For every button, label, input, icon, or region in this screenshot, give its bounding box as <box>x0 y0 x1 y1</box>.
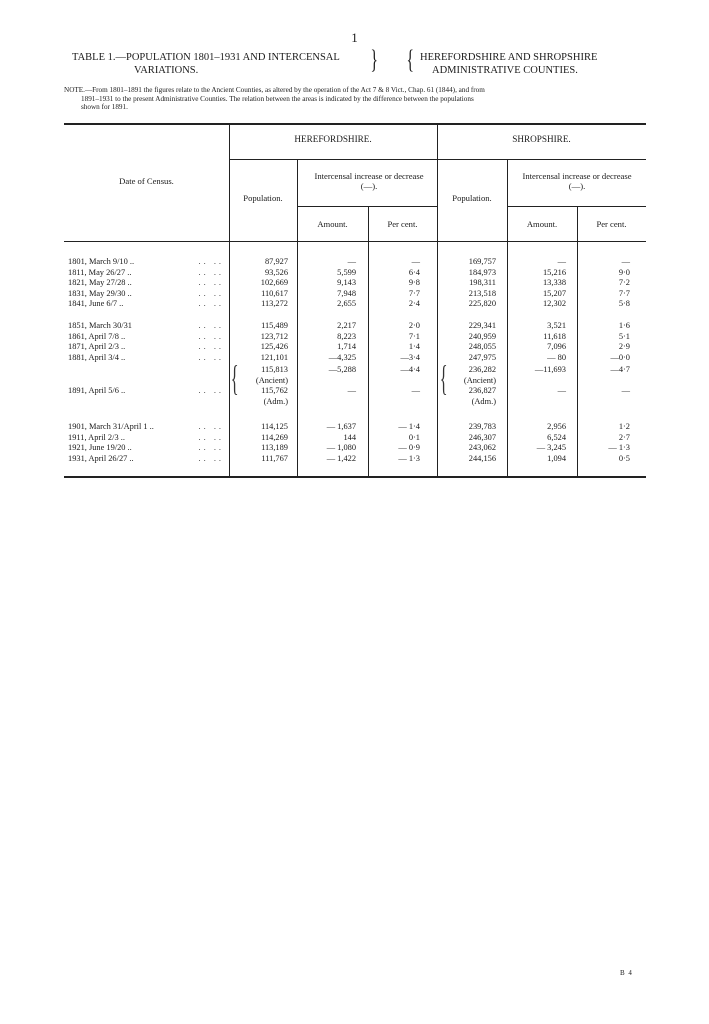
cell-h-pct: 9·8 <box>408 278 420 287</box>
cell-h-pop: (Ancient) <box>255 375 288 385</box>
cell-h-pop: 93,526 <box>264 267 288 277</box>
cell-s-pop: 246,307 <box>468 432 496 442</box>
cell-s-pop: 229,341 <box>468 321 496 330</box>
cell-h-pct: — <box>411 257 420 266</box>
title-right-brace: } <box>370 45 378 74</box>
cell-date: 1841, June 6/7 .. <box>68 299 124 308</box>
note-line1: NOTE.—From 1801–1891 the figures relate to the Ancient Counties, as altered by the operation of the Act 7 & 8 Vict., Chap. 61 (1844), and from <box>64 86 485 94</box>
cell-h-pct: —4·4 <box>400 365 420 374</box>
cell-h-amt: 7,948 <box>337 288 356 298</box>
table-top-rule <box>64 123 646 125</box>
cell-s-pop: 225,820 <box>468 299 496 308</box>
cell-h-pct: 2·0 <box>408 321 420 330</box>
cell-s-amt: 6,524 <box>547 432 566 442</box>
footer-signature-mark: B 4 <box>620 969 633 977</box>
col-rule-4 <box>437 124 438 476</box>
cell-s-amt: — <box>557 386 566 395</box>
header-herefordshire: HEREFORDSHIRE. <box>294 134 372 144</box>
header-hereford-percent: Per cent. <box>387 219 418 229</box>
cell-s-pct: 1·6 <box>618 321 630 330</box>
cell-h-pop: 123,712 <box>260 331 288 341</box>
cell-date: 1851, March 30/31 <box>68 321 132 330</box>
cell-h-pop: 121,101 <box>260 352 288 362</box>
cell-s-pop: 248,055 <box>468 342 496 351</box>
cell-h-pop: 114,269 <box>261 432 288 442</box>
header-shropshire-population: Population. <box>452 193 492 203</box>
cell-s-pct: 2·9 <box>618 342 630 351</box>
cell-date: 1911, April 2/3 .. <box>68 432 125 442</box>
cell-h-amt: 144 <box>343 432 356 442</box>
leader-dots: .. .. <box>198 432 224 442</box>
table-bottom-rule <box>64 476 646 478</box>
cell-date: 1831, May 29/30 .. <box>68 288 132 298</box>
cell-s-amt: 2,956 <box>547 422 566 431</box>
leader-dots: .. .. <box>198 288 224 298</box>
cell-s-pop: 213,518 <box>468 288 496 298</box>
cell-h-pct: — 1·3 <box>398 453 420 463</box>
header-shropshire-amount: Amount. <box>526 219 558 229</box>
leader-dots: .. .. <box>198 386 224 395</box>
cell-h-pop: 87,927 <box>264 257 288 266</box>
cell-s-pct: 0·5 <box>618 453 630 463</box>
cell-h-amt: — 1,637 <box>326 422 356 431</box>
cell-h-amt: — 1,422 <box>326 453 356 463</box>
cell-s-amt: 7,096 <box>547 342 566 351</box>
cell-date: 1811, May 26/27 .. <box>68 267 132 277</box>
leader-dots: .. .. <box>198 331 224 341</box>
cell-h-pop: 111,767 <box>261 453 288 463</box>
table-title-line1: TABLE 1.—POPULATION 1801–1931 AND INTERCENSAL <box>72 52 340 63</box>
cell-s-amt: 11,618 <box>543 331 566 341</box>
cell-s-pct: 5·8 <box>618 299 630 308</box>
leader-dots: .. .. <box>198 278 224 287</box>
cell-date: 1901, March 31/April 1 .. <box>68 422 154 431</box>
cell-s-pop: 198,311 <box>469 278 496 287</box>
header-shropshire-percent: Per cent. <box>596 219 627 229</box>
cell-s-amt: — <box>557 257 566 266</box>
cell-s-pop: 247,975 <box>468 352 496 362</box>
leader-dots: .. .. <box>198 352 224 362</box>
table-subtitle-line1: HEREFORDSHIRE AND SHROPSHIRE <box>420 52 598 63</box>
cell-h-pop: 115,813 <box>261 365 288 374</box>
cell-s-amt: 1,094 <box>547 453 566 463</box>
cell-h-pct: — <box>411 386 420 395</box>
cell-h-pop: 113,272 <box>261 299 288 308</box>
cell-h-pct: 2·4 <box>408 299 420 308</box>
table-subtitle-line2: ADMINISTRATIVE COUNTIES. <box>432 65 578 76</box>
cell-h-pop: (Adm.) <box>263 396 288 406</box>
cell-s-amt: — 80 <box>547 352 566 362</box>
header-hereford-population: Population. <box>243 193 283 203</box>
cell-s-pop: 236,827 <box>468 386 496 395</box>
cell-date: 1931, April 26/27 .. <box>68 453 134 463</box>
header-bottom-rule <box>64 241 646 242</box>
cell-s-pct: —0·0 <box>610 352 630 362</box>
cell-date: 1891, April 5/6 .. <box>68 386 126 395</box>
title-left-brace: { <box>406 45 414 74</box>
cell-date: 1871, April 2/3 .. <box>68 342 126 351</box>
cell-s-pct: 1·2 <box>618 422 630 431</box>
header-hereford-intercensal: Intercensal increase or decrease (—). <box>314 171 424 191</box>
cell-h-pct: —3·4 <box>400 352 420 362</box>
cell-s-pct: — <box>621 257 630 266</box>
cell-s-amt: 12,302 <box>542 299 566 308</box>
cell-h-amt: 2,655 <box>337 299 356 308</box>
leader-dots: .. .. <box>198 321 224 330</box>
leader-dots: .. .. <box>198 443 224 452</box>
cell-s-amt: —11,693 <box>534 365 566 374</box>
leader-dots: .. .. <box>198 342 224 351</box>
cell-h-pct: — 0·9 <box>398 443 420 452</box>
cell-s-pop: 243,062 <box>468 443 496 452</box>
cell-s-pop: 240,959 <box>468 331 496 341</box>
cell-s-pct: — <box>621 386 630 395</box>
cell-date: 1881, April 3/4 .. <box>68 352 126 362</box>
cell-h-amt: 5,599 <box>337 267 356 277</box>
leader-dots: .. .. <box>198 453 224 463</box>
cell-h-amt: — 1,080 <box>326 443 356 452</box>
hereford-amount-rule <box>297 206 437 207</box>
cell-s-pop: (Adm.) <box>471 396 496 406</box>
cell-s-pct: — 1·3 <box>608 443 630 452</box>
leader-dots: .. .. <box>198 422 224 431</box>
col-rule-3 <box>368 206 369 476</box>
header-shropshire: SHROPSHIRE. <box>512 134 571 144</box>
shropshire-1891-brace: { <box>439 358 448 398</box>
cell-date: 1921, June 19/20 .. <box>68 443 132 452</box>
header-hereford-amount: Amount. <box>317 219 348 229</box>
cell-h-amt: —5,288 <box>328 365 356 374</box>
cell-s-amt: 13,338 <box>542 278 566 287</box>
hereford-subheader-rule <box>229 159 437 160</box>
table-title-line2: VARIATIONS. <box>134 65 199 76</box>
cell-h-pct: 7·7 <box>408 288 420 298</box>
cell-h-pop: 113,189 <box>261 443 288 452</box>
leader-dots: .. .. <box>198 267 224 277</box>
cell-h-amt: — <box>347 257 356 266</box>
cell-s-amt: 15,216 <box>542 267 566 277</box>
cell-h-pct: — 1·4 <box>398 422 420 431</box>
cell-h-amt: 8,223 <box>337 331 356 341</box>
cell-s-pct: —4·7 <box>610 365 630 374</box>
cell-s-pop: (Ancient) <box>463 375 496 385</box>
leader-dots: .. .. <box>198 257 224 266</box>
cell-h-pct: 7·1 <box>408 331 420 341</box>
cell-date: 1861, April 7/8 .. <box>68 331 126 341</box>
shropshire-subheader-rule <box>437 159 646 160</box>
cell-s-pop: 184,973 <box>468 267 496 277</box>
cell-s-amt: — 3,245 <box>536 443 566 452</box>
hereford-1891-brace: { <box>230 358 239 398</box>
cell-h-amt: —4,325 <box>328 352 356 362</box>
col-rule-5 <box>507 159 508 476</box>
leader-dots: .. .. <box>198 299 224 308</box>
cell-s-pop: 244,156 <box>468 453 496 463</box>
cell-s-amt: 3,521 <box>547 321 566 330</box>
cell-s-pop: 169,757 <box>468 257 496 266</box>
page-number: 1 <box>351 30 358 45</box>
cell-h-pop: 114,125 <box>261 422 288 431</box>
cell-h-pop: 125,426 <box>260 342 288 351</box>
cell-date: 1821, May 27/28 .. <box>68 278 132 287</box>
cell-h-amt: — <box>347 386 356 395</box>
cell-h-pop: 115,762 <box>261 386 288 395</box>
cell-h-pop: 115,489 <box>261 321 288 330</box>
col-rule-6 <box>577 206 578 476</box>
cell-h-pop: 102,669 <box>260 278 288 287</box>
cell-s-pop: 236,282 <box>468 365 496 374</box>
cell-date: 1801, March 9/10 .. <box>68 257 135 266</box>
header-date: Date of Census. <box>119 176 174 186</box>
cell-s-pct: 7·2 <box>618 278 630 287</box>
cell-s-pct: 5·1 <box>618 331 630 341</box>
cell-s-pct: 2·7 <box>618 432 630 442</box>
note-line3: shown for 1891. <box>81 103 128 112</box>
cell-h-pct: 6·4 <box>408 267 420 277</box>
cell-s-pop: 239,783 <box>468 422 496 431</box>
cell-h-amt: 2,217 <box>337 321 356 330</box>
cell-s-amt: 15,207 <box>542 288 566 298</box>
cell-h-amt: 9,143 <box>337 278 356 287</box>
cell-s-pct: 9·0 <box>618 267 630 277</box>
cell-h-pct: 1·4 <box>408 342 420 351</box>
col-rule-2 <box>297 241 298 476</box>
cell-h-pop: 110,617 <box>261 288 288 298</box>
note-line2: 1891–1931 to the present Administrative Counties. The relation between the areas is indicated by the difference between the populations <box>81 94 474 103</box>
cell-s-pct: 7·7 <box>618 288 630 298</box>
cell-h-pct: 0·1 <box>408 432 420 442</box>
col-rule-1 <box>229 124 230 476</box>
header-shropshire-intercensal: Intercensal increase or decrease (—). <box>522 171 632 191</box>
cell-h-amt: 1,714 <box>337 342 356 351</box>
